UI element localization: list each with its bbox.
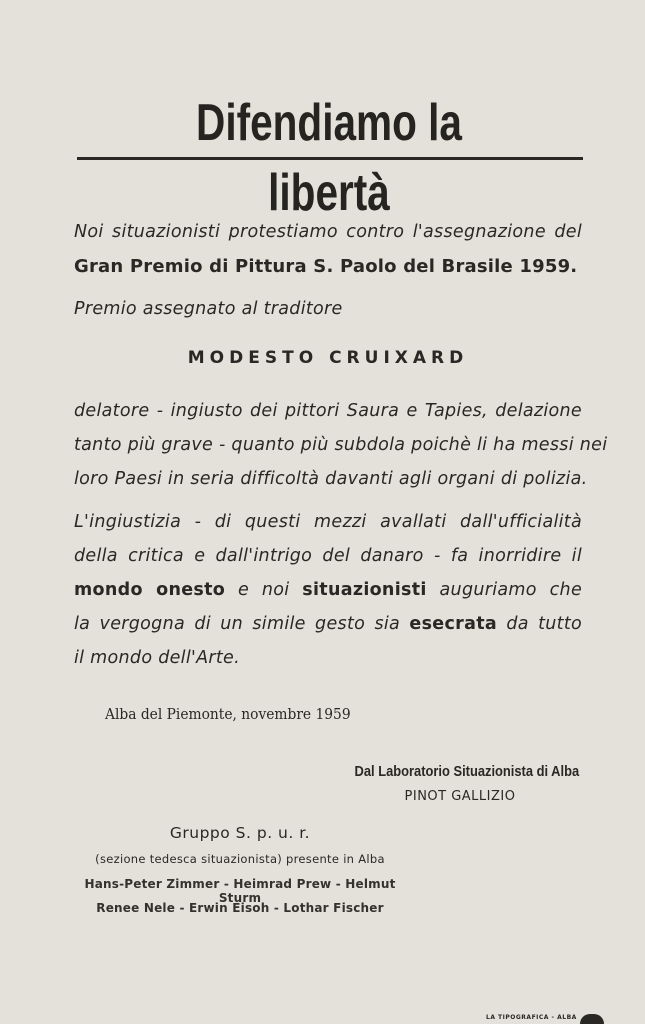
paragraph1-line1: Noi situazionisti protestiamo contro l'assegnazione del [74, 222, 582, 242]
printer-logo-icon [580, 1014, 604, 1024]
text-segment: e noi [225, 580, 303, 600]
poster-title: Difendiamo la libertà [196, 94, 462, 222]
paragraph3-line2: della critica e dall'intrigo del danaro - fa inorridire il [74, 546, 582, 566]
bold-mondo-onesto: mondo onesto [74, 580, 226, 600]
signature-name: PINOT GALLIZIO [404, 789, 516, 804]
text-segment: da tutto [496, 614, 582, 634]
paragraph3-line4 [74, 613, 582, 635]
place-date: Alba del Piemonte, novembre 1959 [105, 705, 351, 723]
paragraph3-line3 [74, 579, 582, 601]
group-members-line2: Renee Nele - Erwin Eisoh - Lothar Fischer [96, 901, 384, 915]
bold-esecrata: esecrata [409, 614, 497, 634]
paragraph2-line2: tanto più grave - quanto più subdola poichè li ha messi nei [74, 435, 608, 455]
bold-situazionisti: situazionisti [302, 580, 427, 600]
paragraph2-line1: delatore - ingiusto dei pittori Saura e Tapies, delazione [74, 401, 582, 421]
paragraph2-line3: loro Paesi in seria difficoltà davanti agli organi di polizia. [74, 469, 588, 489]
paragraph1-line3: Premio assegnato al traditore [74, 299, 343, 319]
prize-name: Gran Premio di Pittura S. Paolo del Brasile 1959. [74, 256, 578, 277]
paragraph3-line1: L'ingiustizia - di questi mezzi avallati dall'ufficialità [74, 512, 582, 532]
printer-mark: LA TIPOGRAFICA - ALBA [486, 1014, 577, 1021]
paragraph3-line5: il mondo dell'Arte. [74, 648, 240, 668]
signature-organization: Dal Laboratorio Situazionista di Alba [354, 763, 579, 780]
text-segment: auguriamo che [426, 580, 583, 600]
title-underline [77, 157, 583, 160]
accused-name: MODESTO CRUIXARD [187, 348, 469, 368]
group-subtitle: (sezione tedesca situazionista) presente in Alba [95, 852, 385, 866]
text-segment: la vergogna di un simile gesto sia [74, 614, 410, 634]
group-members-line1: Hans-Peter Zimmer - Heimrad Prew - Helmut Sturm [84, 877, 396, 905]
group-title: Gruppo S. p. u. r. [169, 824, 311, 842]
